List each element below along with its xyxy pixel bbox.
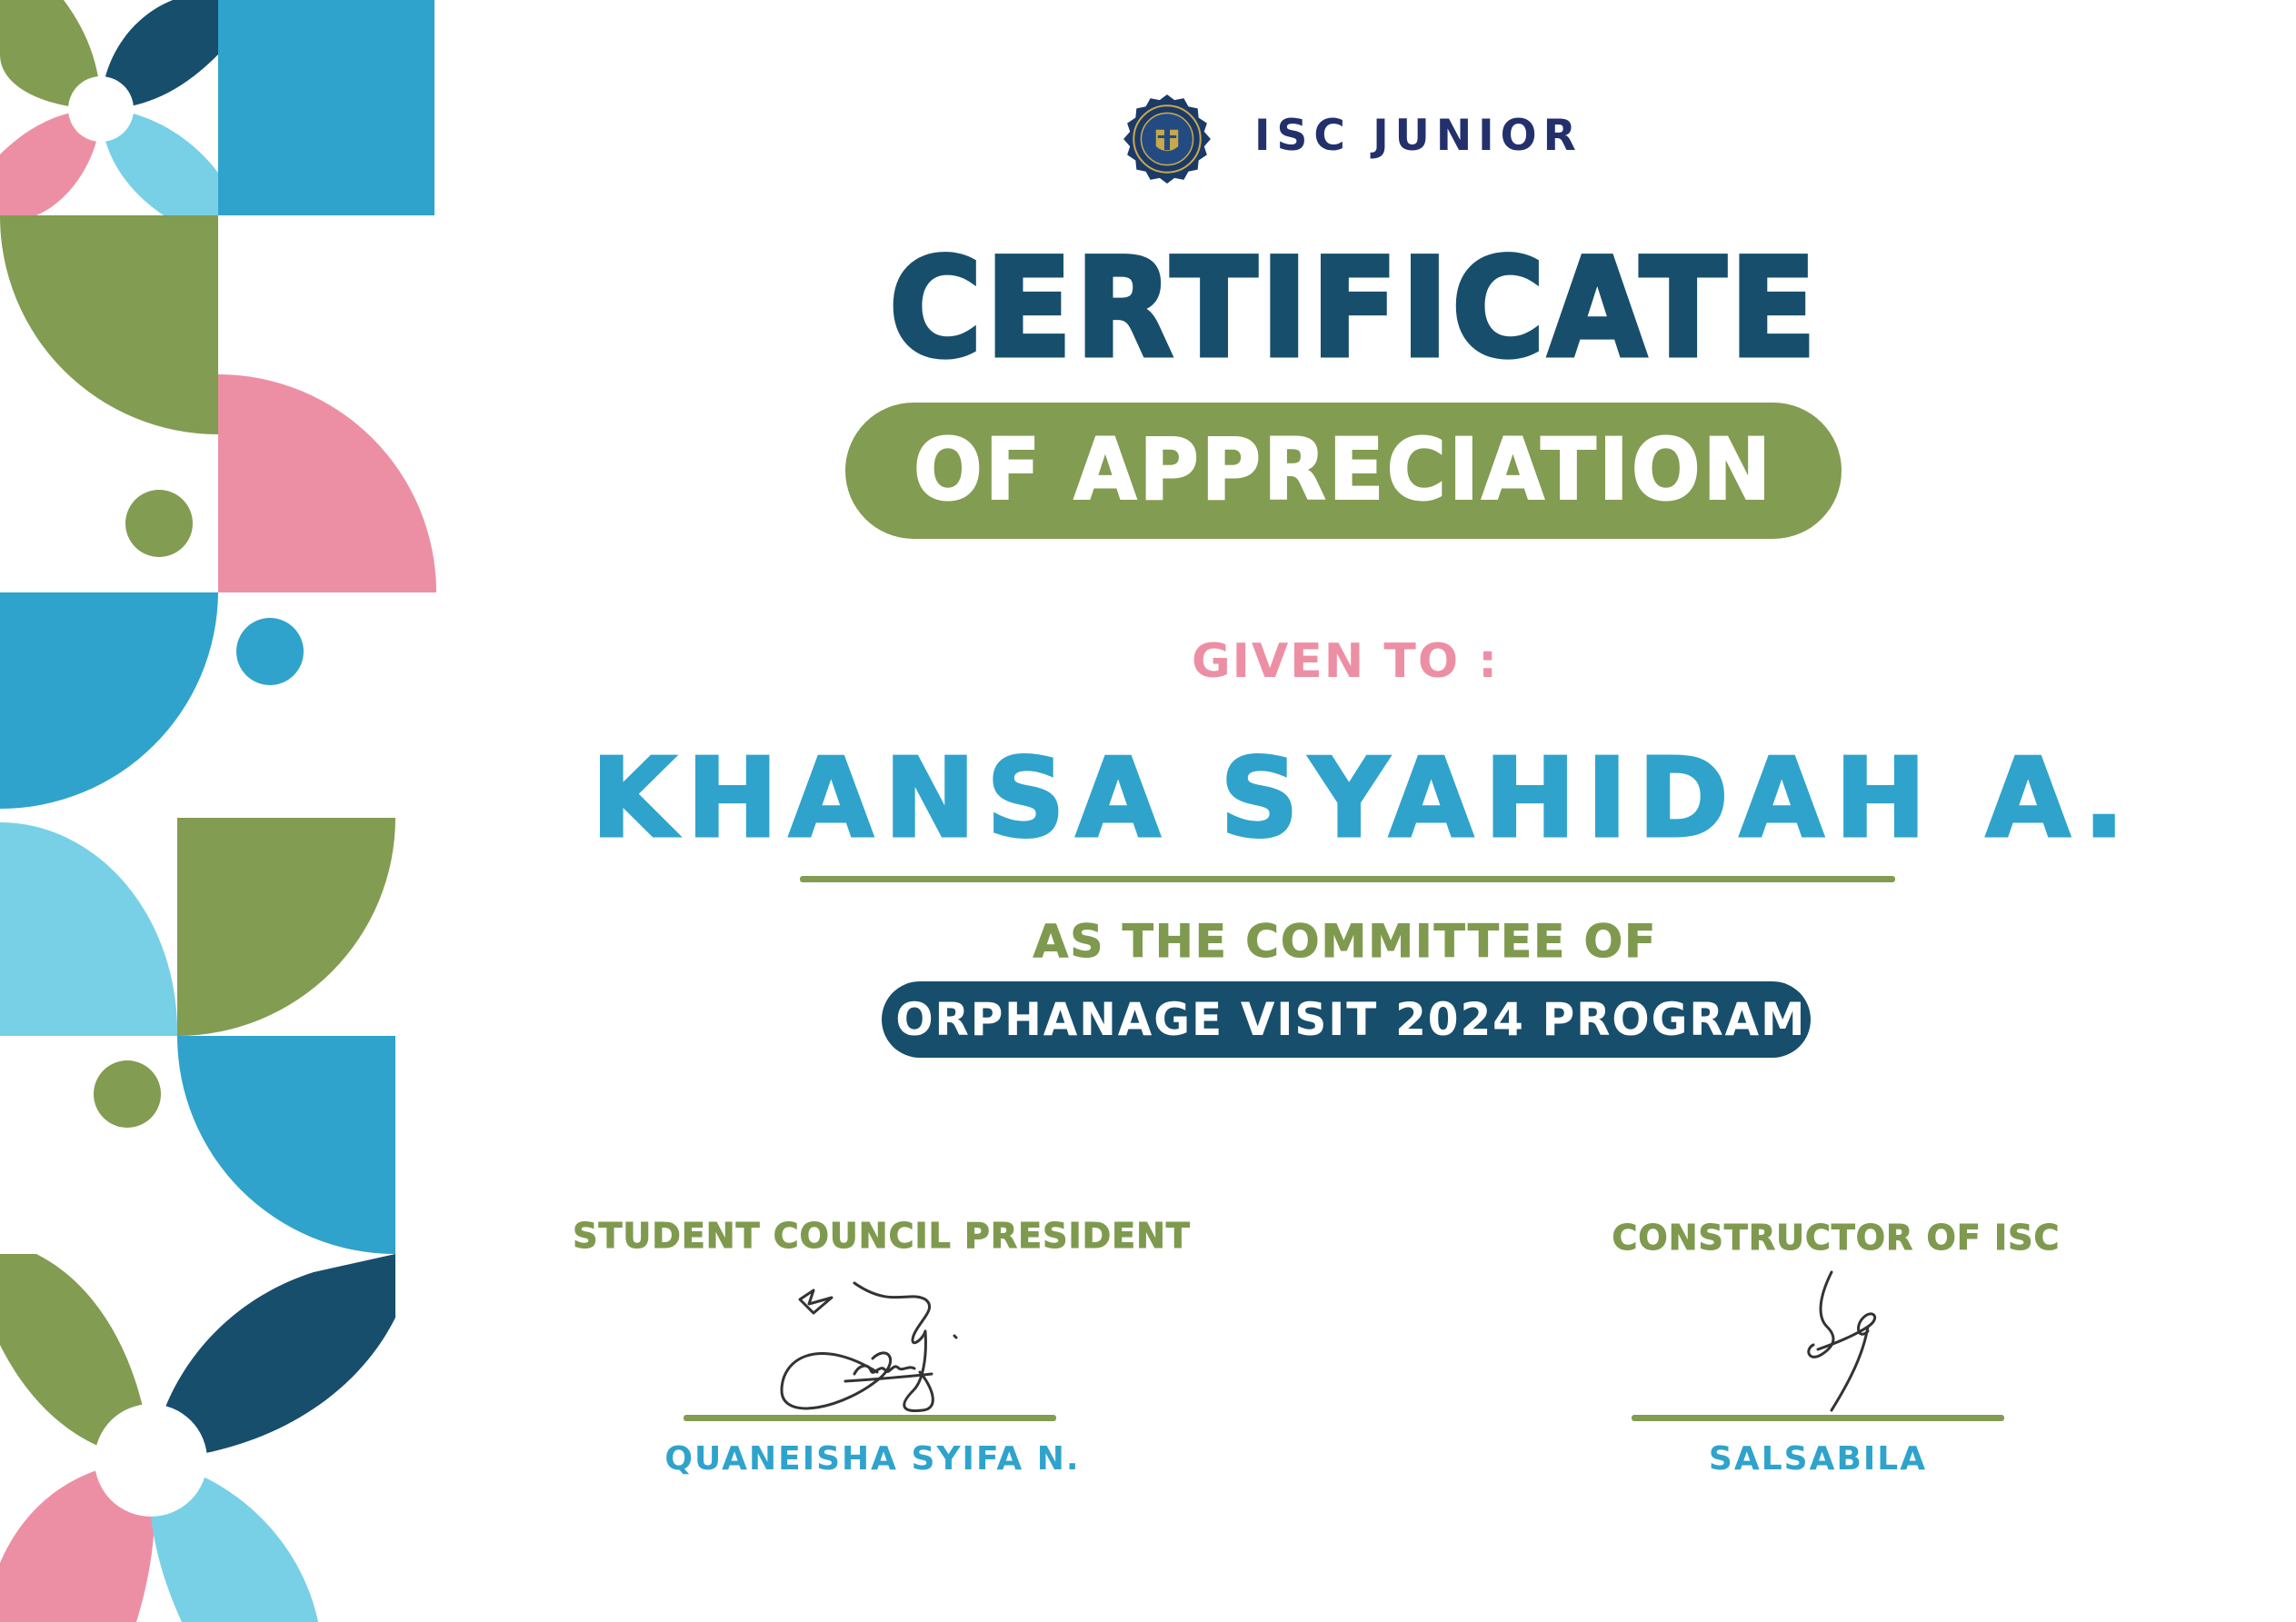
signatory-1-name: QUANEISHA SYIFA N. bbox=[664, 1440, 1081, 1478]
certificate-title: CERTIFICATE bbox=[889, 230, 1820, 388]
signature-1-icon bbox=[764, 1272, 1000, 1418]
signatory-1-title: STUDENT COUNCIL PRESIDENT bbox=[573, 1216, 1191, 1256]
given-to-label: GIVEN TO : bbox=[1192, 634, 1499, 689]
signatory-2-name: SALSABILA bbox=[1708, 1440, 1928, 1478]
organization-name: ISC JUNIOR bbox=[1254, 111, 1582, 161]
recipient-underline bbox=[800, 876, 1895, 882]
recipient-name: KHANSA SYAHIDAH A. bbox=[591, 736, 2136, 862]
program-name: ORPHANAGE VISIT 2024 PROGRAM bbox=[895, 993, 1807, 1046]
school-seal-icon bbox=[1121, 93, 1213, 185]
signatory-2-title: CONSTRUCTOR OF ISC bbox=[1612, 1218, 2061, 1258]
signature-2-icon bbox=[1782, 1263, 1909, 1418]
top-flower-decoration bbox=[0, 0, 218, 215]
signatory-1-line bbox=[684, 1415, 1056, 1421]
certificate-subtitle: OF APPRECIATION bbox=[913, 421, 1774, 520]
role-text: AS THE COMMITTEE OF bbox=[1033, 915, 1658, 968]
bottom-flower-decoration bbox=[0, 1254, 395, 1622]
decorative-pattern bbox=[0, 0, 445, 1622]
signatory-2-line bbox=[1632, 1415, 2004, 1421]
